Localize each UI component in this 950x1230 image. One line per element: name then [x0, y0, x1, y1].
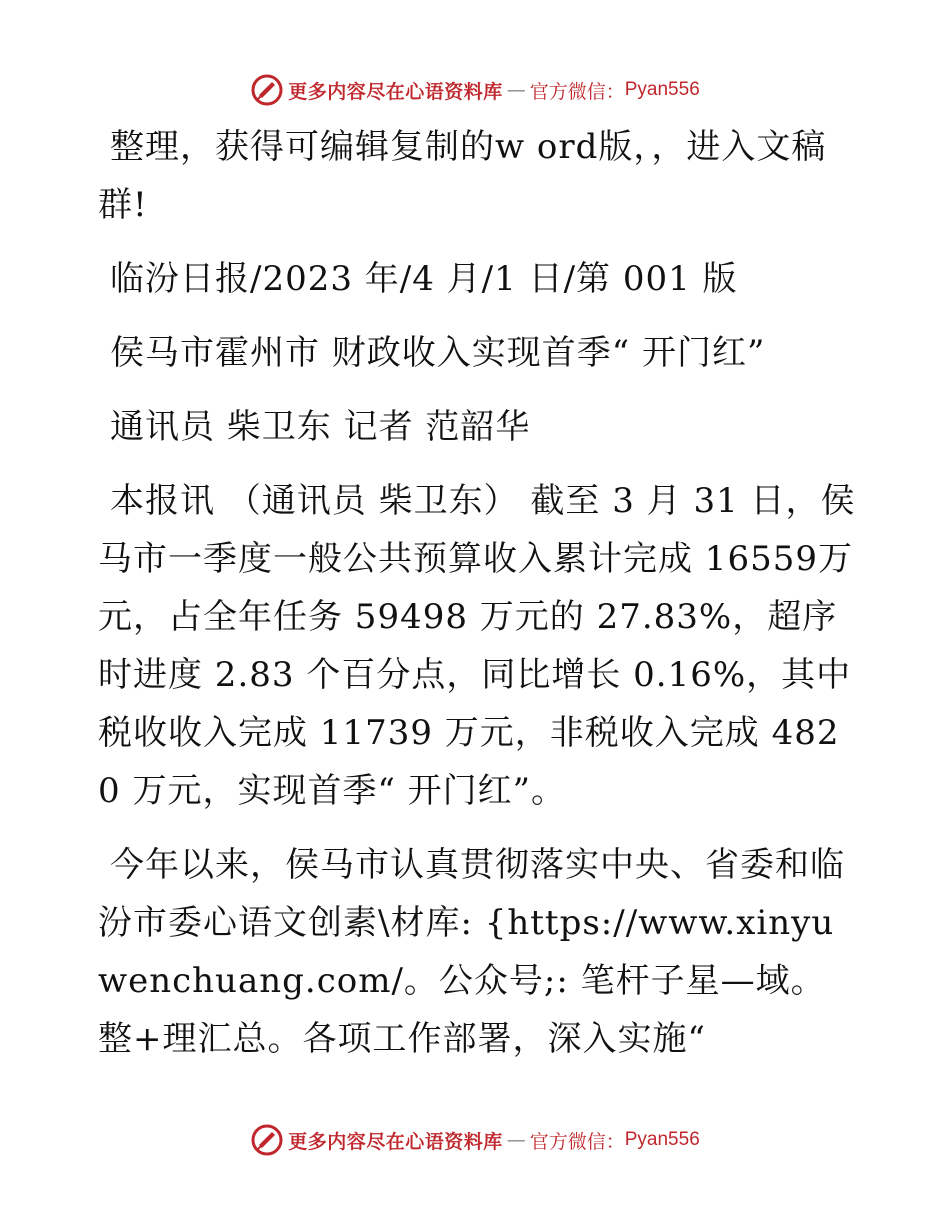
paragraph-source: 临汾日报/2023 年/4 月/1 日/第 001 版: [110, 259, 738, 299]
document-body: [98, 118, 858, 1084]
watermark-dash: —: [506, 79, 526, 101]
article-byline: 通讯员 柴卫东 记者 范韶华: [110, 407, 531, 447]
logo-icon: [250, 73, 284, 107]
watermark-account: Pyan556: [624, 1129, 700, 1150]
watermark-brand: 更多内容尽在心语资料库: [288, 80, 503, 103]
paragraph-body-1: 本报讯 （通讯员 柴卫东） 截至 3 月 31 日，侯马市一季度一般公共预算收入累计完成 16559万元，占全年任务 59498 万元的 27.83%，超序时进度 2.83 个百分点，同比增长 0.16%，其中税收收入完成 11739 万元，非税收入完成 4820 万元，实现首季“ 开门红”。: [98, 481, 856, 811]
article-title: 侯马市霍州市 财政收入实现首季“ 开门红”: [110, 333, 766, 373]
watermark-wechat-label: 官方微信：: [529, 1130, 625, 1153]
paragraph-intro: 整理，获得可编辑复制的w ord版，，进入文稿群!: [98, 127, 827, 225]
watermark-brand: 更多内容尽在心语资料库: [288, 1130, 503, 1153]
logo-icon: [250, 1123, 284, 1157]
watermark-wechat-label: 官方微信：: [529, 80, 625, 103]
footer-watermark: [0, 1120, 950, 1160]
watermark-dash: —: [506, 1129, 526, 1151]
watermark-account: Pyan556: [624, 79, 700, 100]
header-watermark: [0, 70, 950, 110]
paragraph-body-2: 今年以来，侯马市认真贯彻落实中央、省委和临汾市委心语文创素\材库: {https://www.xinyuwenchuang.com/。公众号;: 笔杆子星—域。整+理汇总。各项工作部署，深入实施“: [98, 845, 845, 1059]
